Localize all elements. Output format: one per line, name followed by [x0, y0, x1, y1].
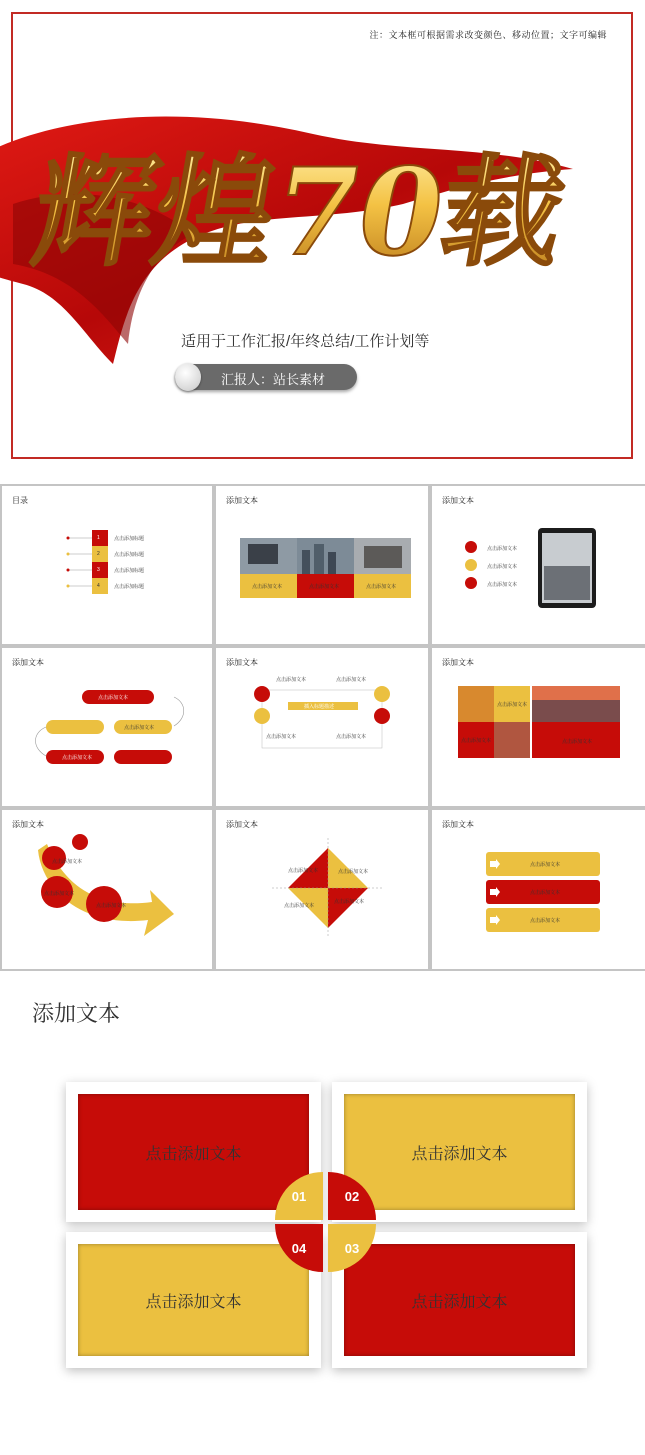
thumb-title: 添加文本 — [442, 658, 474, 667]
card-4-text: 点击添加文本 — [78, 1244, 309, 1356]
reporter-text: 汇报人：站长素材 — [221, 372, 326, 387]
thumb-diamond[interactable] — [216, 810, 428, 969]
label: 点击添加文本 — [530, 918, 561, 924]
label: 点击添加文本 — [252, 584, 283, 590]
thumb-title: 添加文本 — [442, 820, 474, 829]
label: 点击添加文本 — [487, 564, 518, 570]
label: 点击添加文本 — [62, 755, 93, 761]
thumb-arrow[interactable] — [2, 810, 212, 969]
center-label: 插入标题描述 — [304, 704, 335, 710]
label: 点击添加文本 — [309, 584, 340, 590]
card-1-text: 点击添加文本 — [78, 1094, 309, 1210]
label: 点击添加文本 — [96, 903, 127, 909]
label: 点击添加文本 — [497, 702, 528, 708]
label: 点击添加文本 — [562, 739, 593, 745]
pill-knob — [175, 363, 201, 391]
thumb-tablet[interactable] — [432, 486, 645, 644]
thumb-title: 添加文本 — [442, 496, 474, 505]
thumb-cycle[interactable] — [216, 648, 428, 806]
thumbnail-grid — [0, 484, 645, 971]
label: 点击添加文本 — [334, 899, 365, 905]
thumb-title: 添加文本 — [226, 496, 258, 505]
badge-01: 01 — [275, 1172, 323, 1220]
sunset-graphic — [432, 648, 645, 806]
label: 点击添加文本 — [288, 868, 319, 874]
cover-note: 注：文本框可根据需求改变颜色、移动位置；文字可编辑 — [369, 30, 607, 40]
label: 点击添加文本 — [266, 734, 297, 740]
thumb-flow[interactable] — [2, 648, 212, 806]
thumb-title: 添加文本 — [12, 658, 44, 667]
thumb-title: 目录 — [12, 496, 28, 505]
badge-03: 03 — [328, 1224, 376, 1272]
thumb-photos-strip[interactable] — [216, 486, 428, 644]
item: 点击添加标题 — [114, 568, 145, 574]
reporter-pill — [175, 364, 357, 390]
thumb-sunset[interactable] — [432, 648, 645, 806]
card-3-text: 点击添加文本 — [344, 1244, 575, 1356]
label: 点击添加文本 — [366, 584, 397, 590]
badge-04: 04 — [275, 1224, 323, 1272]
contents-graphic — [2, 486, 212, 644]
label: 点击添加文本 — [52, 859, 83, 865]
cover-slide — [11, 12, 633, 459]
badge-02: 02 — [328, 1172, 376, 1220]
cycle-graphic — [216, 648, 428, 806]
label: 点击添加文本 — [276, 677, 307, 683]
card-4[interactable] — [66, 1232, 321, 1368]
label: 点击添加文本 — [336, 734, 367, 740]
num: 1 — [97, 535, 100, 541]
thumb-title: 添加文本 — [226, 820, 258, 829]
label: 点击添加文本 — [530, 862, 561, 868]
label: 点击添加文本 — [461, 738, 492, 744]
label: 点击添加文本 — [487, 582, 518, 588]
label: 点击添加文本 — [530, 890, 561, 896]
item: 点击添加标题 — [114, 584, 145, 590]
label: 点击添加文本 — [487, 546, 518, 552]
cover-subtitle: 适用于工作汇报/年终总结/工作计划等 — [181, 333, 430, 350]
photos-strip-graphic — [216, 486, 428, 644]
thumb-title: 添加文本 — [12, 820, 44, 829]
card-3[interactable] — [332, 1232, 587, 1368]
label: 点击添加文本 — [338, 869, 369, 875]
diamond-graphic — [216, 810, 428, 969]
num: 4 — [97, 583, 100, 589]
svg-text:辉煌70载: 辉煌70载 — [23, 140, 576, 283]
thumb-contents[interactable] — [2, 486, 212, 644]
label: 点击添加文本 — [44, 891, 75, 897]
item: 点击添加标题 — [114, 552, 145, 558]
tablet-graphic — [432, 486, 645, 644]
label: 点击添加文本 — [98, 695, 129, 701]
slide-title: 添加文本 — [32, 1001, 121, 1026]
num: 2 — [97, 551, 100, 557]
flow-graphic — [2, 648, 212, 806]
label: 点击添加文本 — [284, 903, 315, 909]
thumb-title: 添加文本 — [226, 658, 258, 667]
label: 点击添加文本 — [336, 677, 367, 683]
item: 点击添加标题 — [114, 536, 145, 542]
card-2-text: 点击添加文本 — [344, 1094, 575, 1210]
title-art-graphic — [23, 114, 576, 314]
label: 点击添加文本 — [124, 725, 155, 731]
arrow-graphic — [2, 810, 212, 969]
thumb-bars[interactable] — [432, 810, 645, 969]
num: 3 — [97, 567, 100, 573]
